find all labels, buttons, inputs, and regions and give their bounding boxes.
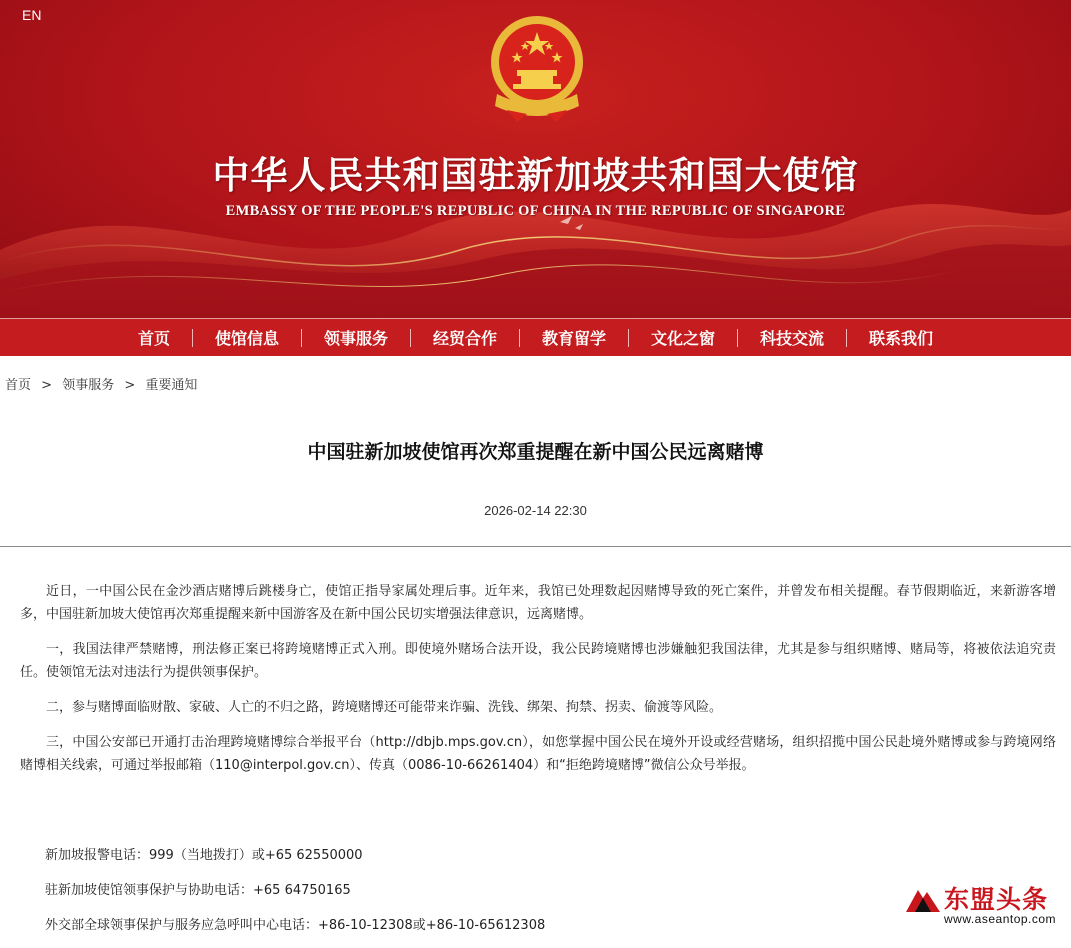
nav-item-trade[interactable]: 经贸合作 [432, 329, 497, 348]
nav-item-science[interactable]: 科技交流 [760, 329, 825, 348]
nav-item-culture[interactable]: 文化之窗 [651, 329, 716, 348]
article-title: 中国驻新加坡使馆再次郑重提醒在新中国公民远离赌博 [307, 441, 764, 463]
breadcrumb-home[interactable]: 首页 [5, 378, 32, 393]
embassy-title-cn: 中华人民共和国驻新加坡共和国大使馆 [212, 153, 859, 197]
header-banner [0, 0, 1071, 318]
contact-list [45, 844, 545, 948]
article-body [20, 580, 1056, 789]
title-divider [0, 546, 1071, 547]
watermark-name: 东盟头条 [944, 885, 1049, 914]
article-paragraph: 近日，一中国公民在金沙酒店赌博后跳楼身亡，使馆正指导家属处理后事。近年来，我馆已处理数起因赌博导致的死亡案件，并曾发布相关提醒。春节假期临近，来新游客增多，中国驻新加坡大使馆再次郑重提醒来新中国游客及在新中国公民切实增强法律意识，远离赌博。 [20, 584, 1056, 622]
breadcrumb-separator: > [124, 378, 136, 393]
nav-item-education[interactable]: 教育留学 [542, 329, 607, 348]
embassy-title-en: EMBASSY OF THE PEOPLE'S REPUBLIC OF CHINA IN THE REPUBLIC OF SINGAPORE [225, 203, 846, 219]
watermark [906, 880, 1056, 930]
contact-item: 外交部全球领事保护与服务应急呼叫中心电话：+86-10-12308或+86-10-65612308 [45, 918, 546, 933]
article-date: 2026-02-14 22:30 [484, 503, 587, 518]
breadcrumb [5, 374, 197, 393]
nav-item-consular[interactable]: 领事服务 [323, 329, 388, 348]
nav-item-contact[interactable]: 联系我们 [869, 329, 934, 348]
nav-item-embassy-info[interactable]: 使馆信息 [214, 329, 279, 348]
breadcrumb-notices[interactable]: 重要通知 [145, 378, 198, 393]
article-paragraph: 三，中国公安部已开通打击治理跨境赌博综合举报平台（http://dbjb.mps.gov.cn），如您掌握中国公民在境外开设或经营赌场，组织招揽中国公民赴境外赌博或参与跨境网络赌博相关线索，可通过举报邮箱（110@interpol.gov.cn）、传真（0086-10-66261404）和“拒绝跨境赌博”微信公众号举报。 [20, 735, 1056, 773]
language-switch-en[interactable]: EN [22, 7, 42, 23]
main-nav [0, 318, 1071, 356]
contact-item: 驻新加坡使馆领事保护与协助电话：+65 64750165 [45, 883, 351, 898]
nav-item-home[interactable]: 首页 [137, 329, 170, 348]
breadcrumb-separator: > [41, 378, 53, 393]
contact-item: 新加坡报警电话：999（当地拨打）或+65 62550000 [45, 848, 363, 863]
article-paragraph: 一，我国法律严禁赌博，刑法修正案已将跨境赌博正式入刑。即使境外赌场合法开设，我公民跨境赌博也涉嫌触犯我国法律，尤其是参与组织赌博、赌局等，将被依法追究责任。使领馆无法对违法行为提供领事保护。 [20, 642, 1056, 680]
breadcrumb-consular[interactable]: 领事服务 [62, 378, 115, 393]
article-paragraph: 二，参与赌博面临财散、家破、人亡的不归之路，跨境赌博还可能带来诈骗、洗钱、绑架、拘禁、拐卖、偷渡等风险。 [46, 700, 723, 715]
national-emblem-icon [487, 14, 587, 126]
watermark-url: www.aseantop.com [944, 912, 1057, 926]
mountain-logo-icon [906, 886, 940, 912]
